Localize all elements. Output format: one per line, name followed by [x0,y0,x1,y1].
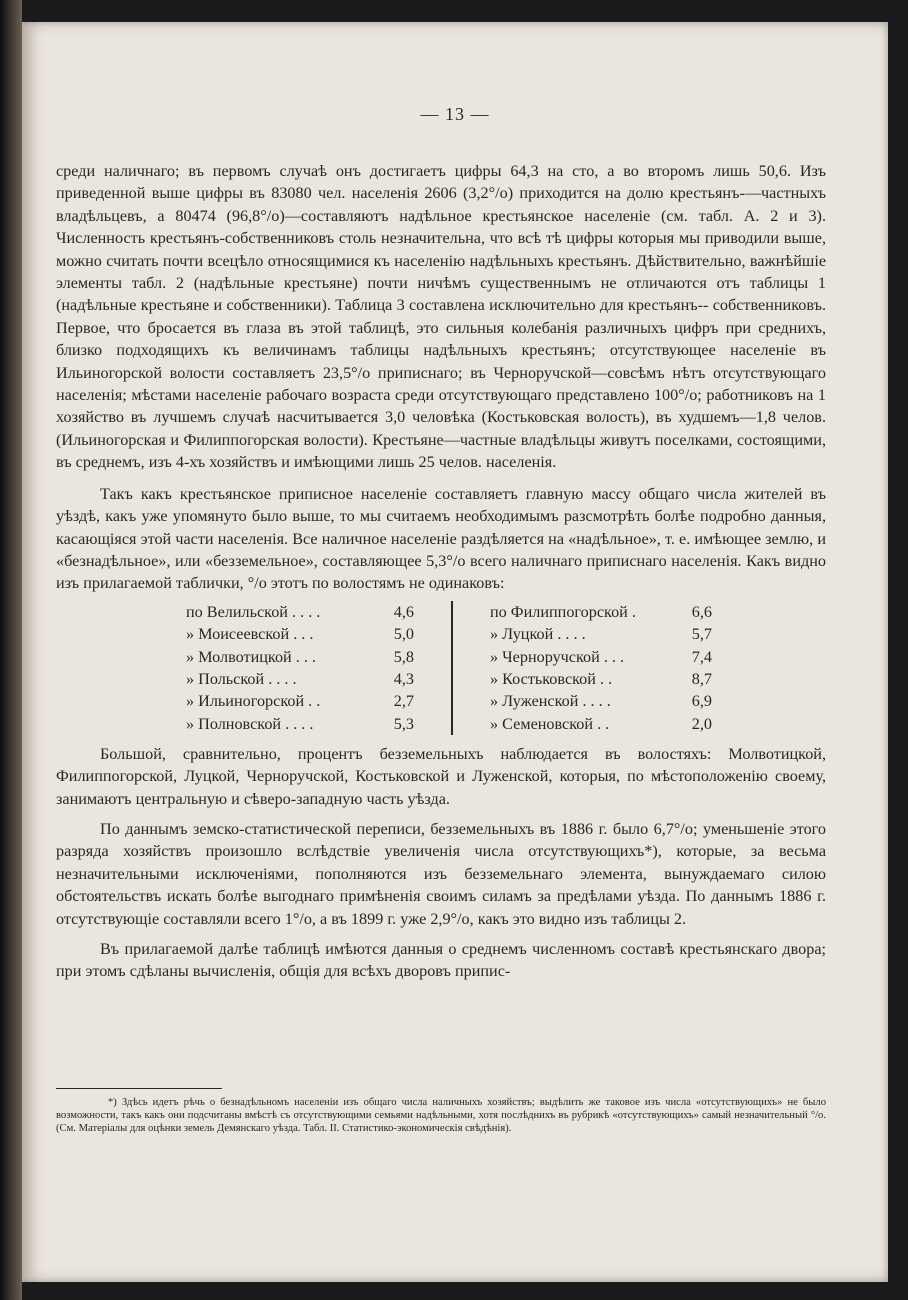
volost-row [186,623,414,645]
footnote-rule [56,1088,222,1089]
volost-table-right-column [490,601,712,735]
volost-value: 5,7 [691,625,712,644]
volost-value: 6,6 [691,602,712,621]
main-text [56,160,826,983]
volost-value: 5,0 [393,625,414,644]
volost-name: » Семеновской . . [490,714,610,733]
volost-name: » Полновской . . . . [186,714,314,733]
volost-value: 4,3 [393,669,414,688]
paragraph-2: Такъ какъ крестьянское приписное населеніе составляетъ главную массу общаго числа жителей въ уѣздѣ, какъ уже упомянуто было выше, то мы считаемъ необходимымъ разсмотрѣть болѣе подробно данныя, касающіяся этой части населенія. Все наличное населеніе раздѣляется на «надѣльное», т. е. имѣющее землю, и «безнадѣльное», или «безземельное», составляющее 5,3°/о всего наличнаго приписнаго населенія. Какъ видно изъ прилагаемой таблички, °/о этотъ по волостямъ не одинаковъ: [56,484,826,593]
volost-table-divider [451,601,453,735]
volost-name: » Молвотицкой . . . [186,647,316,666]
volost-value: 8,7 [691,669,712,688]
volost-row [490,668,712,690]
volost-value: 4,6 [393,602,414,621]
volost-row [490,713,712,735]
volost-name: » Луженской . . . . [490,692,611,711]
book-spine-edge [0,0,22,1300]
book-page [22,22,888,1282]
volost-value: 7,4 [691,647,712,666]
paragraph-1: среди наличнаго; въ первомъ случаѣ онъ достигаетъ цифры 64,3 на сто, а во второмъ лишь 50,6. Изъ приведенной выше цифры въ 83080 чел. населенія 2606 (3,2°/о) приходится на долю крестьянъ-—частныхъ владѣльцевъ, а 80474 (96,8°/о)—составляютъ надѣльное крестьянское населеніе (см. табл. А. 2 и 3). Численность крестьянъ-собственниковъ столь незначительна, что всѣ тѣ цифры которыя мы приводили выше, можно считать почти всецѣло относящимися къ населенію надѣльныхъ крестьянъ. Дѣйствительно, важнѣйшіе элементы табл. 2 (надѣльные крестьяне) почти ничѣмъ существеннымъ не отличаются отъ таблицы 1 (надѣльные крестьяне и собственники). Таблица 3 составлена исключительно для крестьянъ-- собственниковъ. Первое, что бросается въ глаза въ этой таблицѣ, это сильныя колебанія различныхъ цифръ при среднихъ, близко подходящихъ къ величинамъ таблицы надѣльныхъ крестьянъ; отсутствующее населеніе въ Ильиногорской волости составляетъ 23,5°/о приписнаго; въ Черноручской—совсѣмъ нѣтъ отсутствующаго населенія; мѣстами населеніе рабочаго возраста среди отсутствующаго представлено 100°/о; работниковъ на 1 хозяйство въ лучшемъ случаѣ насчитывается 3,0 человѣка (Костьковская волость), въ худшемъ—1,8 челов. (Ильиногорская и Филиппогорская волости). Крестьяне—частные владѣльцы живутъ поселками, состоящими, въ среднемъ, изъ 4-хъ хозяйствъ и имѣющими лишь 25 челов. населенія. [56,162,826,472]
volost-name: » Польской . . . . [186,669,297,688]
volost-percent-table [186,601,746,733]
volost-row [186,601,414,623]
volost-value: 2,0 [691,714,712,733]
volost-table-left-column [186,601,414,735]
volost-row [490,623,712,645]
paragraph-3: Большой, сравнительно, процентъ безземельныхъ наблюдается въ волостяхъ: Молвотицкой, Филиппогорской, Луцкой, Черноручской, Костьковской и Луженской, которыя, по мѣстоположенію своему, занимаютъ центральную и сѣверо-западную часть уѣзда. [56,744,826,808]
volost-value: 6,9 [691,692,712,711]
volost-name: » Ильиногорской . . [186,692,321,711]
volost-name: » Луцкой . . . . [490,625,586,644]
paragraph-5: Въ прилагаемой далѣе таблицѣ имѣются данныя о среднемъ численномъ составѣ крестьянскаго двора; при этомъ сдѣланы вычисленія, общія для всѣхъ дворовъ припис- [56,939,826,981]
footnote: *) Здѣсь идетъ рѣчь о безнадѣльномъ населеніи изъ общаго числа наличныхъ хозяйствъ; выдѣлить же таковое изъ числа «отсутствующихъ» не было возможности, такъ какъ они подсчитаны вмѣстѣ съ отсутствующими семьями надѣльными, хотя послѣднихъ въ рубрикѣ «отсутствующихъ» самый незначительный °/о. (См. Матеріалы для оцѣнки земель Демянскаго уѣзда. Табл. II. Статистико-экономическія свѣдѣнія). [56,1097,826,1134]
volost-row [490,690,712,712]
volost-value: 2,7 [393,692,414,711]
volost-name: » Черноручской . . . [490,647,625,666]
paragraph-4: По даннымъ земско-статистической переписи, безземельныхъ въ 1886 г. было 6,7°/о; уменьшеніе этого разряда хозяйствъ произошло вслѣдствіе увеличенія числа отсутствующихъ*), которые, за весьма незначительными исключеніями, пополняются изъ безземельнаго элемента, вынуждаемаго силою обстоятельствъ искать болѣе выгоднаго примѣненія своимъ силамъ за предѣлами уѣзда. По даннымъ 1886 г. отсутствующіе составляли всего 1°/о, а въ 1899 г. уже 2,9°/о, какъ это видно изъ таблицы 2. [56,819,826,928]
volost-name: по Филиппогорской . [490,602,636,621]
volost-value: 5,8 [393,647,414,666]
volost-name: » Моисеевской . . . [186,625,314,644]
volost-row [186,690,414,712]
volost-row [490,646,712,668]
volost-row [186,713,414,735]
volost-row [490,601,712,623]
volost-name: по Велильской . . . . [186,602,321,621]
page-number: — 13 — [420,104,490,124]
volost-row [186,668,414,690]
volost-row [186,646,414,668]
volost-name: » Костьковской . . [490,669,613,688]
volost-value: 5,3 [393,714,414,733]
